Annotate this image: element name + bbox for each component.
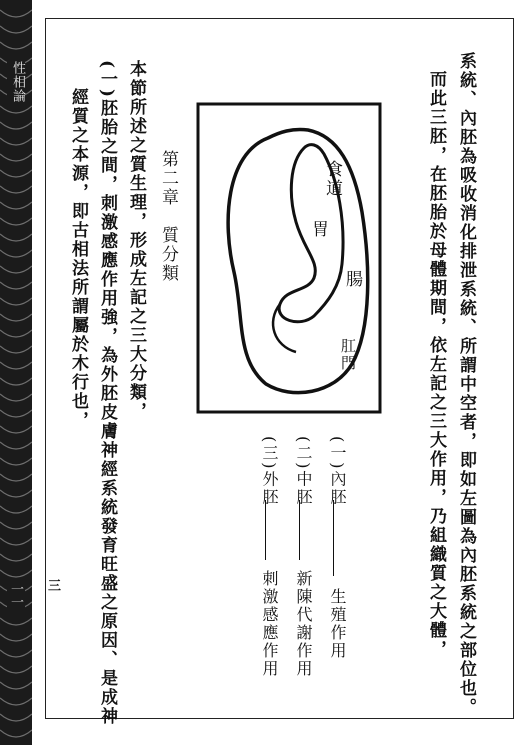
header-line-1: 系統、內胚為吸收消化排泄系統、所謂中空者，即如左圖為內胚系統之部位也。	[456, 52, 476, 717]
germ-layer-1-function: 生殖作用	[328, 588, 347, 660]
body-line-1: 本節所述之質生理，形成左記之三大分類，	[126, 60, 146, 421]
germ-layer-2-function: 新陳代謝作用	[294, 570, 313, 678]
germ-layer-3-connector	[265, 500, 266, 560]
spine-page-marker: 一一	[7, 578, 25, 612]
diagram-label-intestine: 腸	[342, 270, 362, 289]
chapter-heading: 第二章 質分類	[158, 150, 178, 283]
body-line-2: (一)胚胎之間，刺激感應作用強，為外胚皮膚神經系統發育旺盛之原因、是成神	[97, 60, 117, 727]
digestive-tract-diagram	[196, 102, 382, 414]
header-line-2: 而此三胚，在胚胎於母體期間，依左記之三大作用，乃組織質之大體，	[426, 70, 446, 659]
diagram-label-esophagus: 食道	[322, 160, 342, 198]
germ-layer-1-name: (一)內胚	[328, 436, 347, 507]
germ-layer-2-name: (二)中胚	[294, 436, 313, 507]
germ-layer-3-name: (三)外胚	[260, 436, 279, 507]
book-spine	[0, 0, 32, 745]
spine-title: 性相論	[7, 58, 25, 106]
germ-layer-1-connector	[333, 500, 334, 576]
germ-layer-3-function: 刺激感應作用	[260, 570, 279, 678]
body-line-3: 經質之本源，即古相法所謂屬於木行也，	[68, 88, 88, 430]
germ-layer-2-connector	[299, 500, 300, 560]
spine-wave-pattern	[0, 0, 32, 745]
diagram-label-anus: 肛門	[339, 338, 357, 372]
diagram-label-stomach: 胃	[308, 220, 328, 239]
page-number: 三	[48, 579, 62, 594]
